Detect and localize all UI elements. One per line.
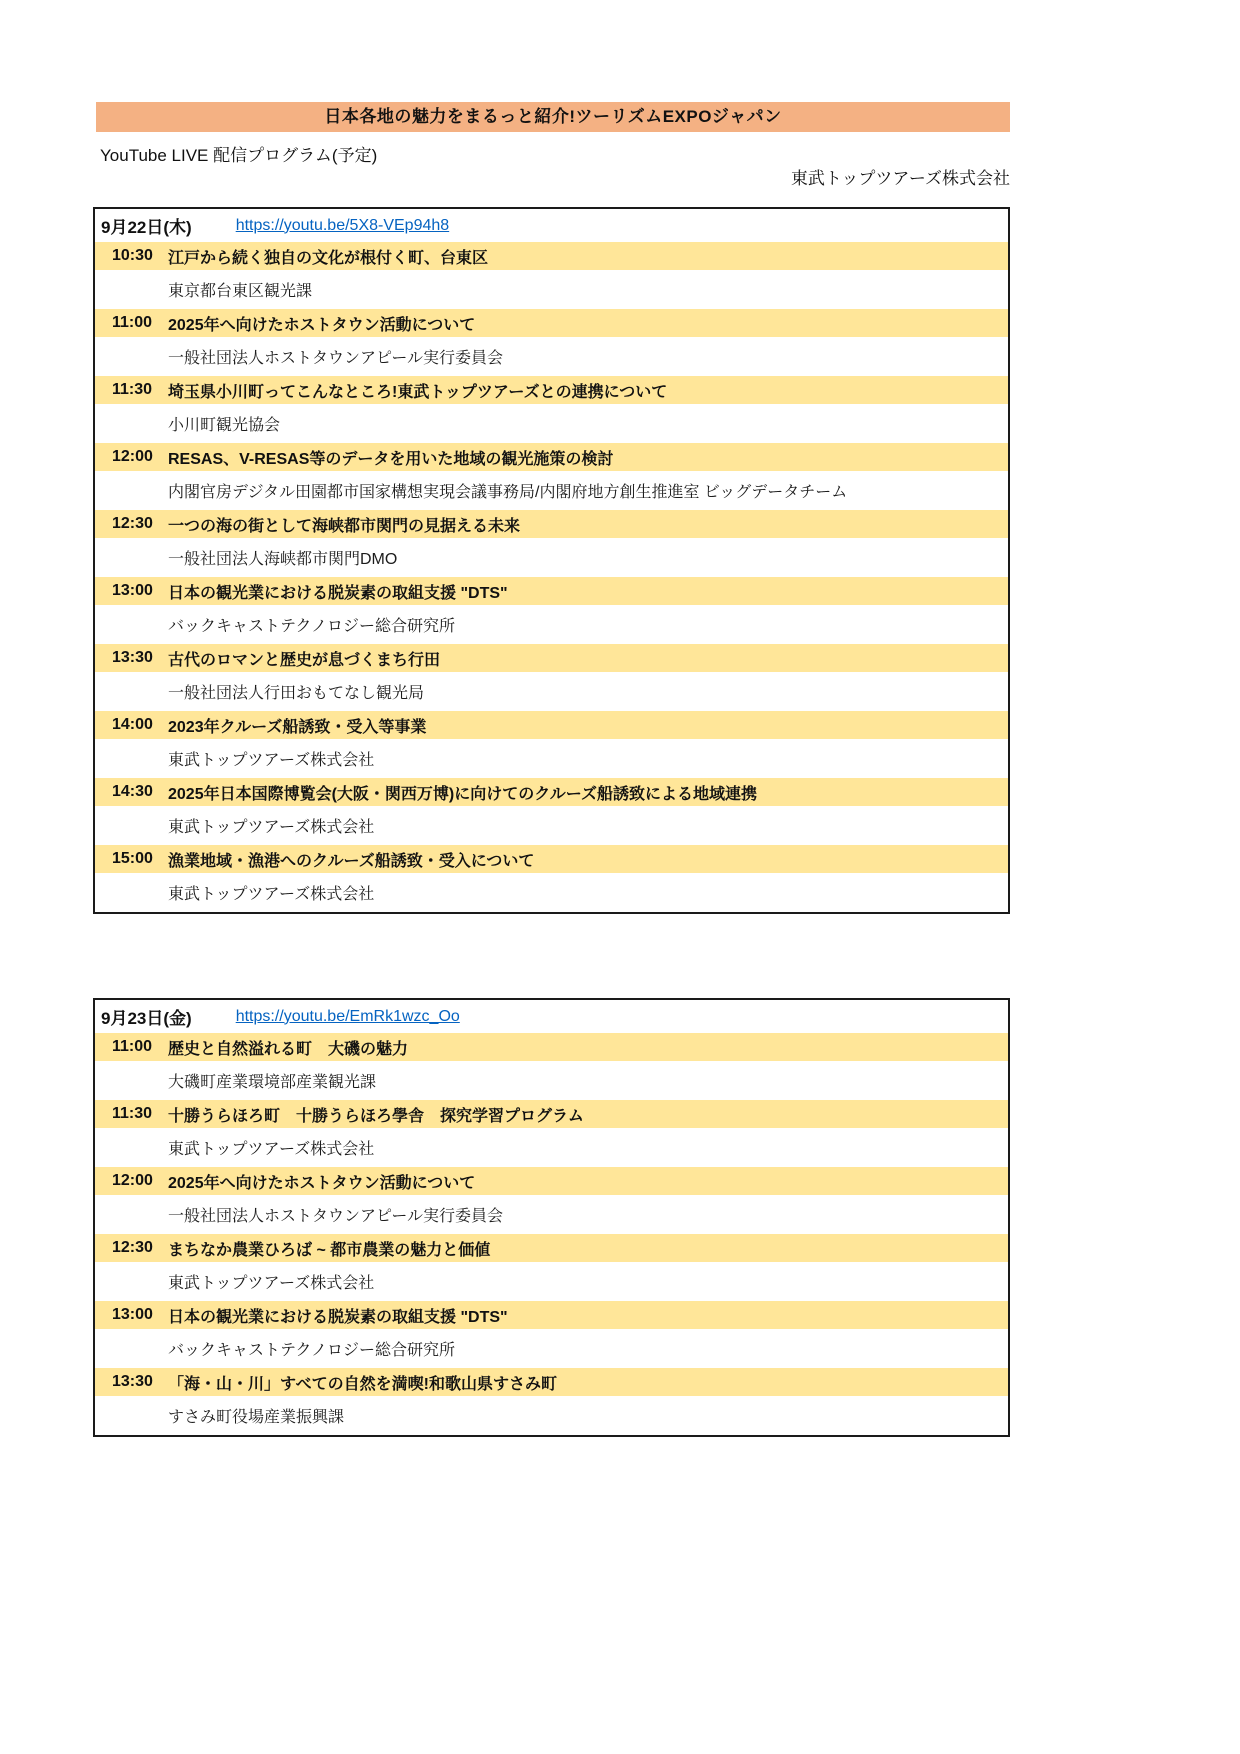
session-org-row [95, 471, 1008, 510]
session [95, 1100, 1008, 1167]
session-title-row [95, 778, 1008, 806]
session-organizer: 東武トップツアーズ株式会社 [168, 752, 375, 769]
session [95, 376, 1008, 443]
banner-title: 日本各地の魅力をまるっと紹介!ツーリズムEXPOジャパン [96, 102, 1010, 132]
session-organizer: 一般社団法人ホストタウンアピール実行委員会 [168, 350, 504, 367]
session-organizer: 東武トップツアーズ株式会社 [168, 1275, 375, 1292]
session-org-row [95, 1061, 1008, 1100]
session-organizer: 一般社団法人海峡都市関門DMO [168, 551, 398, 568]
session [95, 778, 1008, 845]
session-title-row [95, 644, 1008, 672]
session-organizer: 東武トップツアーズ株式会社 [168, 1141, 375, 1158]
session-organizer: すさみ町役場産業振興課 [168, 1409, 345, 1426]
session-time: 12:30 [112, 515, 153, 532]
session-organizer: 小川町観光協会 [168, 417, 281, 434]
session-org-row [95, 1396, 1008, 1435]
session-organizer: 東京都台東区観光課 [168, 283, 313, 300]
session-org-row [95, 404, 1008, 443]
session-org-row [95, 270, 1008, 309]
schedule-date: 9月23日(金) [101, 1009, 192, 1028]
session-title-row [95, 443, 1008, 471]
session-org-row [95, 672, 1008, 711]
session-time: 11:00 [112, 314, 153, 331]
session-title: 「海・山・川」すべての自然を満喫!和歌山県すさみ町 [168, 1375, 558, 1393]
company-name: 東武トップツアーズ株式会社 [790, 169, 1010, 188]
session-organizer: 東武トップツアーズ株式会社 [168, 886, 375, 903]
session-org-row [95, 605, 1008, 644]
session-org-row [95, 337, 1008, 376]
session-time: 13:30 [112, 649, 153, 666]
session-org-row [95, 1329, 1008, 1368]
session-organizer: 東武トップツアーズ株式会社 [168, 819, 375, 836]
session-list-day1 [95, 242, 1008, 912]
session-list-day2 [95, 1033, 1008, 1435]
session-title-row [95, 510, 1008, 538]
session-title: 埼玉県小川町ってこんなところ!東武トップツアーズとの連携について [168, 383, 668, 401]
session [95, 1234, 1008, 1301]
session-organizer: 大磯町産業環境部産業観光課 [168, 1074, 377, 1091]
session [95, 1368, 1008, 1435]
youtube-live-link[interactable]: https://youtu.be/5X8-VEp94h8 [235, 216, 450, 234]
session-org-row [95, 1262, 1008, 1301]
session-title: 2025年日本国際博覧会(大阪・関西万博)に向けてのクルーズ船誘致による地域連携 [168, 785, 757, 803]
session [95, 1301, 1008, 1368]
schedule-table-day2 [93, 998, 1010, 1437]
youtube-live-link[interactable]: https://youtu.be/EmRk1wzc_Oo [235, 1007, 460, 1025]
session-title: 漁業地域・漁港へのクルーズ船誘致・受入について [168, 852, 535, 870]
schedule-date: 9月22日(木) [101, 218, 192, 237]
session [95, 644, 1008, 711]
session-title-row [95, 242, 1008, 270]
schedule-header-day2 [95, 1000, 1008, 1033]
session-title-row [95, 577, 1008, 605]
session-title-row [95, 1301, 1008, 1329]
session-org-row [95, 873, 1008, 912]
session-title: RESAS、V-RESAS等のデータを用いた地域の観光施策の検討 [168, 450, 614, 468]
schedule-table-day1 [93, 207, 1010, 914]
session [95, 711, 1008, 778]
session-title: まちなか農業ひろば ~ 都市農業の魅力と価値 [168, 1241, 491, 1259]
session-organizer: バックキャストテクノロジー総合研究所 [168, 1342, 456, 1359]
session-title-row [95, 845, 1008, 873]
session [95, 845, 1008, 912]
session-title: 日本の観光業における脱炭素の取組支援 "DTS" [168, 584, 508, 602]
session-organizer: バックキャストテクノロジー総合研究所 [168, 618, 456, 635]
session [95, 443, 1008, 510]
session-org-row [95, 1128, 1008, 1167]
session-title: 2025年へ向けたホストタウン活動について [168, 316, 476, 334]
session-time: 14:30 [112, 783, 153, 800]
session-time: 11:30 [112, 1105, 153, 1122]
session-organizer: 一般社団法人ホストタウンアピール実行委員会 [168, 1208, 504, 1225]
session [95, 510, 1008, 577]
schedule-header-day1 [95, 209, 1008, 242]
session-title-row [95, 309, 1008, 337]
session-title-row [95, 376, 1008, 404]
session-title: 一つの海の街として海峡都市関門の見据える未来 [168, 517, 521, 535]
session-organizer: 内閣官房デジタル田園都市国家構想実現会議事務局/内閣府地方創生推進室 ビッグデータチーム [168, 484, 848, 501]
session-org-row [95, 1195, 1008, 1234]
session-organizer: 一般社団法人行田おもてなし観光局 [168, 685, 425, 702]
session-title: 歴史と自然溢れる町 大磯の魅力 [168, 1040, 409, 1058]
session-org-row [95, 806, 1008, 845]
session [95, 309, 1008, 376]
session-title-row [95, 711, 1008, 739]
session-title-row [95, 1368, 1008, 1396]
session-title-row [95, 1033, 1008, 1061]
session-time: 14:00 [112, 716, 153, 733]
session-time: 12:00 [112, 448, 153, 465]
session-title: 2025年へ向けたホストタウン活動について [168, 1174, 476, 1192]
session-title: 日本の観光業における脱炭素の取組支援 "DTS" [168, 1308, 508, 1326]
session-title-row [95, 1234, 1008, 1262]
session-title-row [95, 1167, 1008, 1195]
session-title: 2023年クルーズ船誘致・受入等事業 [168, 718, 427, 736]
session-title-row [95, 1100, 1008, 1128]
program-subtitle: YouTube LIVE 配信プログラム(予定) [100, 146, 378, 165]
session [95, 242, 1008, 309]
session-title: 江戸から続く独自の文化が根付く町、台東区 [168, 249, 489, 267]
session [95, 1167, 1008, 1234]
session [95, 577, 1008, 644]
session-time: 11:00 [112, 1038, 153, 1055]
session-title: 古代のロマンと歴史が息づくまち行田 [168, 651, 441, 669]
session-org-row [95, 739, 1008, 778]
session-time: 12:00 [112, 1172, 153, 1189]
session-title: 十勝うらほろ町 十勝うらほろ學舎 探究学習プログラム [168, 1107, 584, 1125]
session-time: 13:00 [112, 582, 153, 599]
session-time: 12:30 [112, 1239, 153, 1256]
session-org-row [95, 538, 1008, 577]
session-time: 15:00 [112, 850, 153, 867]
session-time: 13:30 [112, 1373, 153, 1390]
session-time: 10:30 [112, 247, 153, 264]
session-time: 13:00 [112, 1306, 153, 1323]
session [95, 1033, 1008, 1100]
session-time: 11:30 [112, 381, 153, 398]
